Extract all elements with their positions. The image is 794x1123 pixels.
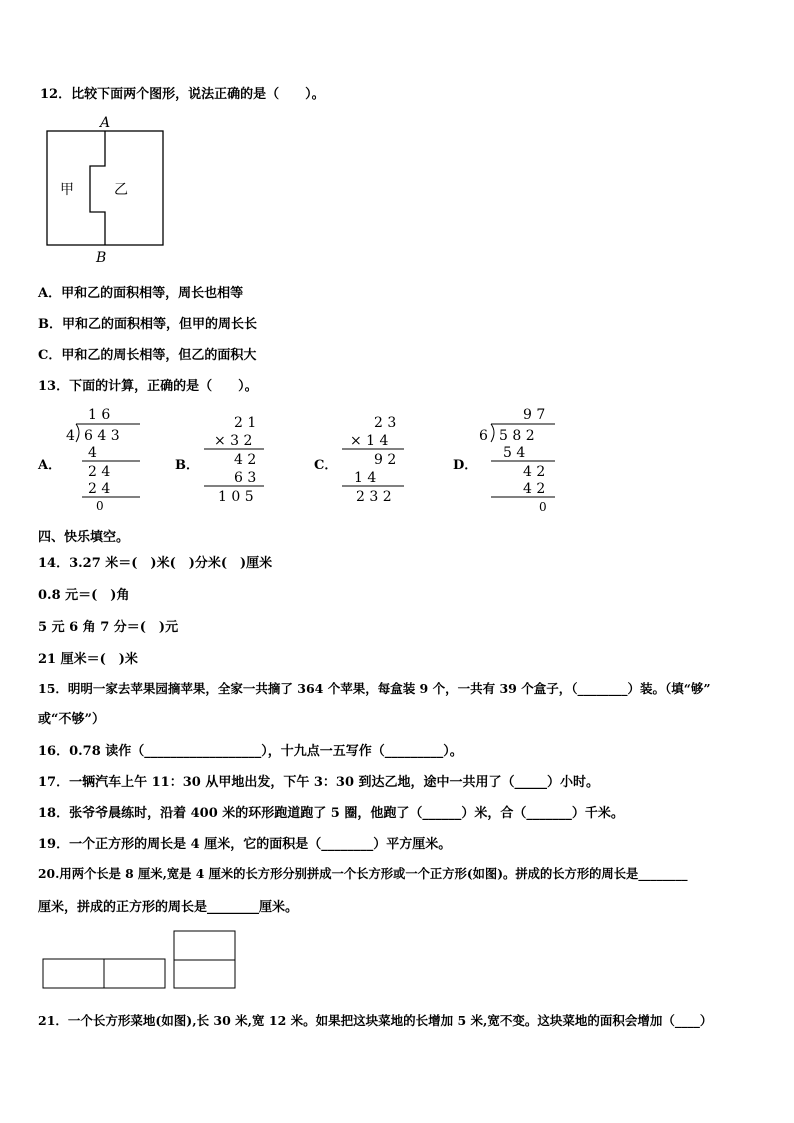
calc-c-n1: 2 3 <box>374 415 397 431</box>
q12-label-yi: 乙 <box>114 182 128 198</box>
q13-stem: 13．下面的计算，正确的是（ ）。 <box>38 379 258 394</box>
calc-a-row3: 2 4 <box>88 481 111 497</box>
calc-d-divisor: 6 <box>479 428 488 444</box>
calc-a-quotient: 1 6 <box>88 407 111 423</box>
calc-a-dividend: 6 4 3 <box>84 428 120 444</box>
q15-line-2: 或“不够”） <box>38 712 105 727</box>
q14-line-4: 21 厘米＝( )米 <box>38 652 138 667</box>
q20-line-1[interactable]: 20.用两个长是 8 厘米,宽是 4 厘米的长方形分别拼成一个长方形或一个正方形(如图)。拼成的长方形的周长是________ <box>38 866 688 881</box>
q12-option-a: A．甲和乙的面积相等，周长也相等 <box>38 286 244 301</box>
q12-stem: 12．比较下面两个图形，说法正确的是（ ）。 <box>40 87 325 102</box>
q12-label-jia: 甲 <box>60 182 74 198</box>
q15-text: 15．明明一家去苹果园摘苹果，全家一共摘了 364 个苹果，每盒装 9 个，一共有 39 个盒子， <box>38 681 572 696</box>
calc-c-n2: × 1 4 <box>350 433 389 449</box>
calc-d-row2: 4 2 <box>523 464 546 480</box>
q19-line[interactable]: 19．一个正方形的周长是 4 厘米，它的面积是（________）平方厘米。 <box>38 837 452 852</box>
q13-label-b: B． <box>175 458 199 473</box>
q12-label-b: B <box>96 250 107 264</box>
q15-line-1 <box>38 679 711 697</box>
q20-square-top <box>174 931 235 960</box>
section-4-title: 四、快乐填空。 <box>38 530 130 545</box>
q14-line-3: 5 元 6 角 7 分＝( )元 <box>38 620 179 635</box>
q13-label-c: C． <box>314 458 338 473</box>
q13-calc-d <box>475 404 565 516</box>
calc-d-quotient: 9 7 <box>523 407 546 423</box>
q13-label-d: D． <box>453 458 478 473</box>
calc-a-row1: 4 <box>88 445 97 461</box>
q13-calc-a <box>60 404 150 514</box>
q14-line-1: 14．3.27 米＝( )米( )分米( )厘米 <box>38 556 273 571</box>
q12-label-a: A <box>100 115 111 131</box>
calc-c-p1: 9 2 <box>374 452 397 468</box>
q20-line-2[interactable]: 厘米，拼成的正方形的周长是________厘米。 <box>38 900 299 915</box>
calc-a-divisor: 4 <box>66 428 75 444</box>
calc-b-n2: × 3 2 <box>214 433 253 449</box>
q15-answer-blank[interactable]: （________）装。（填“够” <box>571 681 711 696</box>
q14-line-2: 0.8 元＝( )角 <box>38 588 130 603</box>
q12-option-b: B．甲和乙的面积相等，但甲的周长长 <box>38 317 257 332</box>
q13-calc-c <box>338 412 418 507</box>
calc-b-n1: 2 1 <box>234 415 257 431</box>
q13-calc-b <box>198 412 278 507</box>
calc-a-row2: 2 4 <box>88 464 111 480</box>
calc-d-row1: 5 4 <box>503 445 526 461</box>
q13-label-a: A． <box>38 458 62 473</box>
q17-line[interactable]: 17．一辆汽车上午 11：30 从甲地出发，下午 3：30 到达乙地，途中一共用了（_____）小时。 <box>38 775 600 790</box>
calc-a-row4: 0 <box>96 499 104 513</box>
calc-d-row3: 4 2 <box>523 481 546 497</box>
q18-line[interactable]: 18．张爷爷晨练时，沿着 400 米的环形跑道跑了 5 圈，他跑了（______）米，合（_______）千米。 <box>38 806 624 821</box>
calc-c-result: 2 3 2 <box>356 489 392 505</box>
calc-d-dividend: 5 8 2 <box>499 428 535 444</box>
calc-b-p2: 6 3 <box>234 470 257 486</box>
q21-line[interactable]: 21．一个长方形菜地(如图),长 30 米,宽 12 米。如果把这块菜地的长增加 5 米,宽不变。这块菜地的面积会增加（____） <box>38 1013 713 1028</box>
q20-figure <box>40 928 240 992</box>
q16-line[interactable]: 16．0.78 读作（__________________），十九点一五写作（_________）。 <box>38 744 463 759</box>
calc-b-p1: 4 2 <box>234 452 257 468</box>
q20-long-rect-right <box>104 959 165 988</box>
q12-figure <box>40 112 170 264</box>
calc-b-result: 1 0 5 <box>218 489 254 505</box>
q12-option-c: C．甲和乙的周长相等，但乙的面积大 <box>38 348 257 363</box>
q20-long-rect-left <box>43 959 104 988</box>
q20-square-bottom <box>174 960 235 988</box>
calc-c-p2: 1 4 <box>354 470 377 486</box>
calc-d-row4: 0 <box>539 500 547 514</box>
